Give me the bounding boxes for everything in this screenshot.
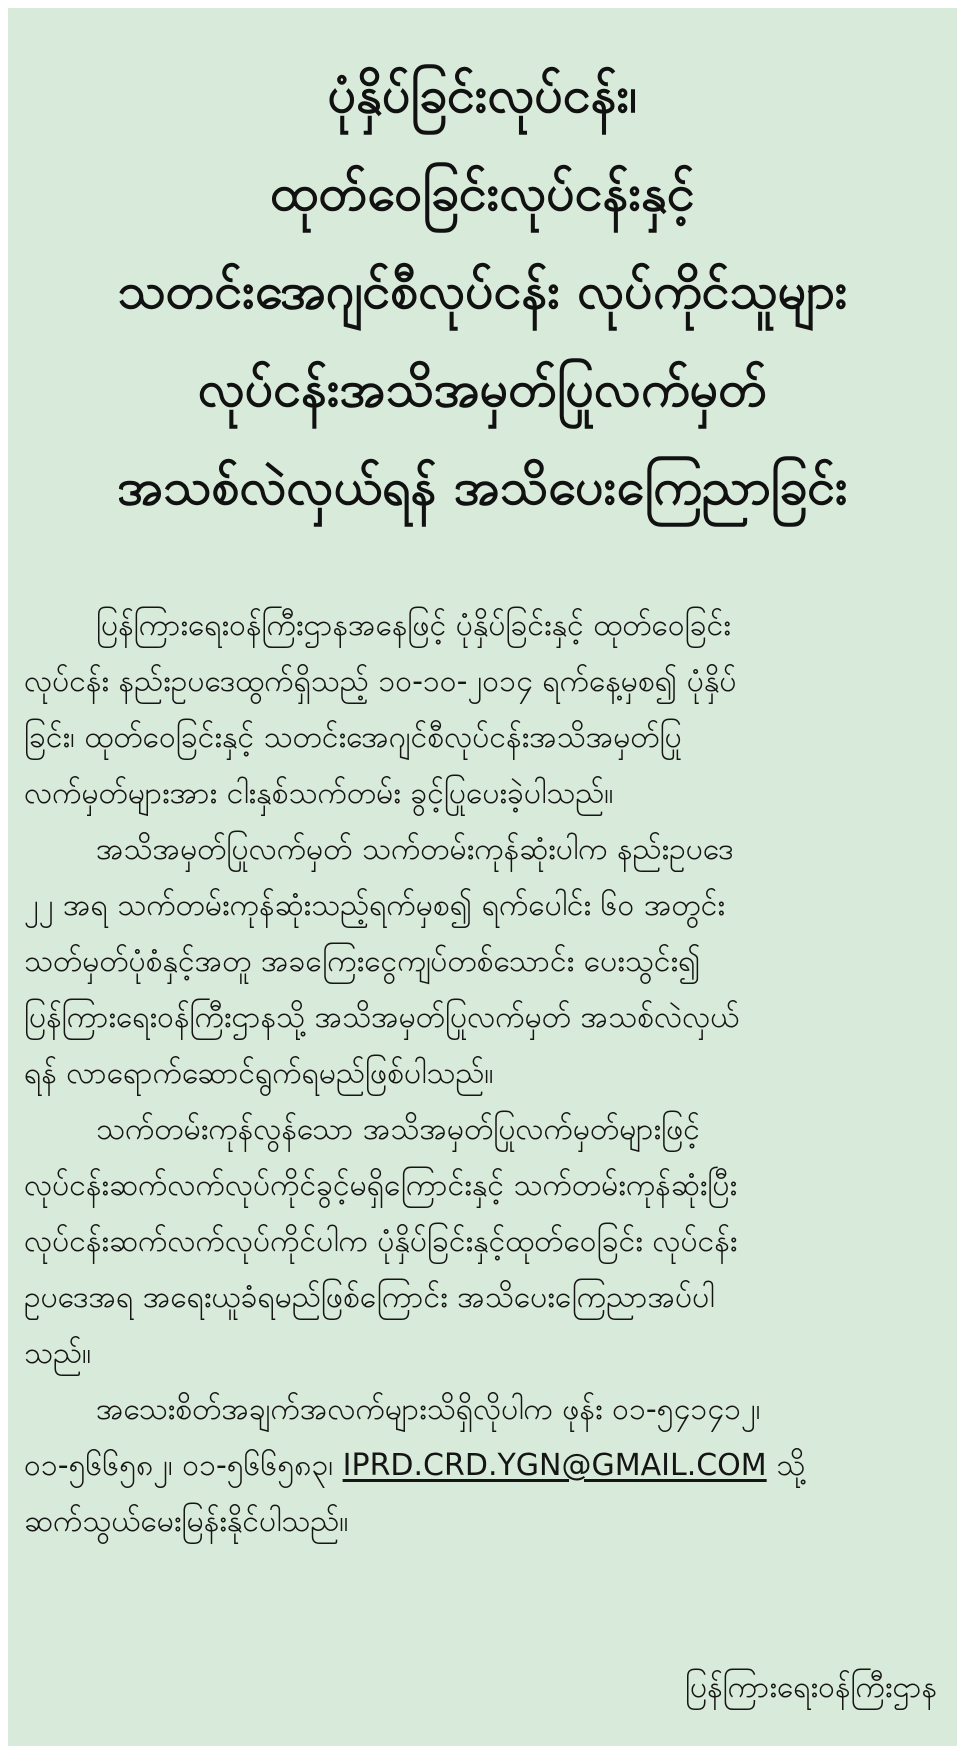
paragraph-1-line-3: ခြင်း၊ ထုတ်ဝေခြင်းနှင့် သတင်းအေဂျင်စီလုပ်ငန်းအသိအမှတ်ပြု	[24, 720, 682, 755]
paragraph-1-line-1: ပြန်ကြားရေးဝန်ကြီးဌာနအနေဖြင့် ပုံနှိပ်ခြင်းနှင့် ထုတ်ဝေခြင်း	[96, 608, 731, 643]
paragraph-2	[24, 822, 944, 1102]
paragraph-4	[24, 1382, 944, 1550]
paragraph-4-line-3: ဆက်သွယ်မေးမြန်းနိုင်ပါသည်။	[24, 1504, 349, 1539]
paragraph-3-line-2: လုပ်ငန်းဆက်လက်လုပ်ကိုင်ခွင့်မရှိကြောင်းနှင့် သက်တမ်းကုန်ဆုံးပြီး	[24, 1168, 738, 1203]
email-link[interactable]: IPRD.CRD.YGN@GMAIL.COM	[342, 1448, 767, 1483]
paragraph-3-line-4: ဥပဒေအရ အရေးယူခံရမည်ဖြစ်ကြောင်း အသိပေးကြေညာအပ်ပါ	[24, 1280, 715, 1315]
title-line-4: လုပ်ငန်းအသိအမှတ်ပြုလက်မှတ်	[197, 360, 768, 418]
notice-body	[24, 598, 944, 1550]
paragraph-3-line-1: သက်တမ်းကုန်လွန်သော အသိအမှတ်ပြုလက်မှတ်များဖြင့်	[96, 1112, 700, 1147]
paragraph-2-line-5: ရန် လာရောက်ဆောင်ရွက်ရမည်ဖြစ်ပါသည်။	[24, 1056, 494, 1091]
paragraph-1	[24, 598, 944, 822]
notice-panel	[8, 8, 957, 1746]
paragraph-4-line-1: အသေးစိတ်အချက်အလက်များသိရှိလိုပါက ဖုန်း ၀၁-၅၄၁၄၁၂၊	[96, 1392, 761, 1427]
paragraph-3-line-3: လုပ်ငန်းဆက်လက်လုပ်ကိုင်ပါက ပုံနှိပ်ခြင်းနှင့်ထုတ်ဝေခြင်း လုပ်ငန်း	[24, 1224, 738, 1259]
notice-title	[8, 46, 957, 536]
email-suffix-text: သို့	[776, 1448, 806, 1483]
paragraph-2-line-2: ၂၂ အရ သက်တမ်းကုန်ဆုံးသည့်ရက်မှစ၍ ရက်ပေါင်း ၆၀ အတွင်း	[24, 888, 725, 923]
paragraph-2-line-1: အသိအမှတ်ပြုလက်မှတ် သက်တမ်းကုန်ဆုံးပါက နည်းဥပဒေ	[96, 832, 734, 867]
paragraph-1-line-4: လက်မှတ်များအား ငါးနှစ်သက်တမ်း ခွင့်ပြုပေးခဲ့ပါသည်။	[24, 776, 614, 811]
title-line-3: သတင်းအေဂျင်စီလုပ်ငန်း လုပ်ကိုင်သူများ	[117, 262, 848, 320]
paragraph-1-line-2: လုပ်ငန်း နည်းဥပဒေထွက်ရှိသည့် ၁၀-၁၀-၂၀၁၄ ရက်နေ့မှစ၍ ပုံနှိပ်	[24, 664, 737, 699]
paragraph-3	[24, 1102, 944, 1382]
title-line-5: အသစ်လဲလှယ်ရန် အသိပေးကြေညာခြင်း	[117, 458, 848, 516]
title-line-1: ပုံနှိပ်ခြင်းလုပ်ငန်း၊	[327, 66, 638, 124]
paragraph-4-line-2	[24, 1438, 944, 1494]
title-line-2: ထုတ်ဝေခြင်းလုပ်ငန်းနှင့်	[270, 164, 695, 222]
signature: ပြန်ကြားရေးဝန်ကြီးဌာန	[684, 1670, 937, 1705]
paragraph-2-line-4: ပြန်ကြားရေးဝန်ကြီးဌာနသို့ အသိအမှတ်ပြုလက်မှတ် အသစ်လဲလှယ်	[24, 1000, 740, 1035]
paragraph-2-line-3: သတ်မှတ်ပုံစံနှင့်အတူ အခကြေးငွေကျပ်တစ်သောင်း ပေးသွင်း၍	[24, 944, 701, 979]
paragraph-3-line-5: သည်။	[24, 1336, 92, 1371]
phone-numbers-text: ၀၁-၅၆၆၅၈၂၊ ၀၁-၅၆၆၅၈၃၊	[24, 1448, 334, 1483]
